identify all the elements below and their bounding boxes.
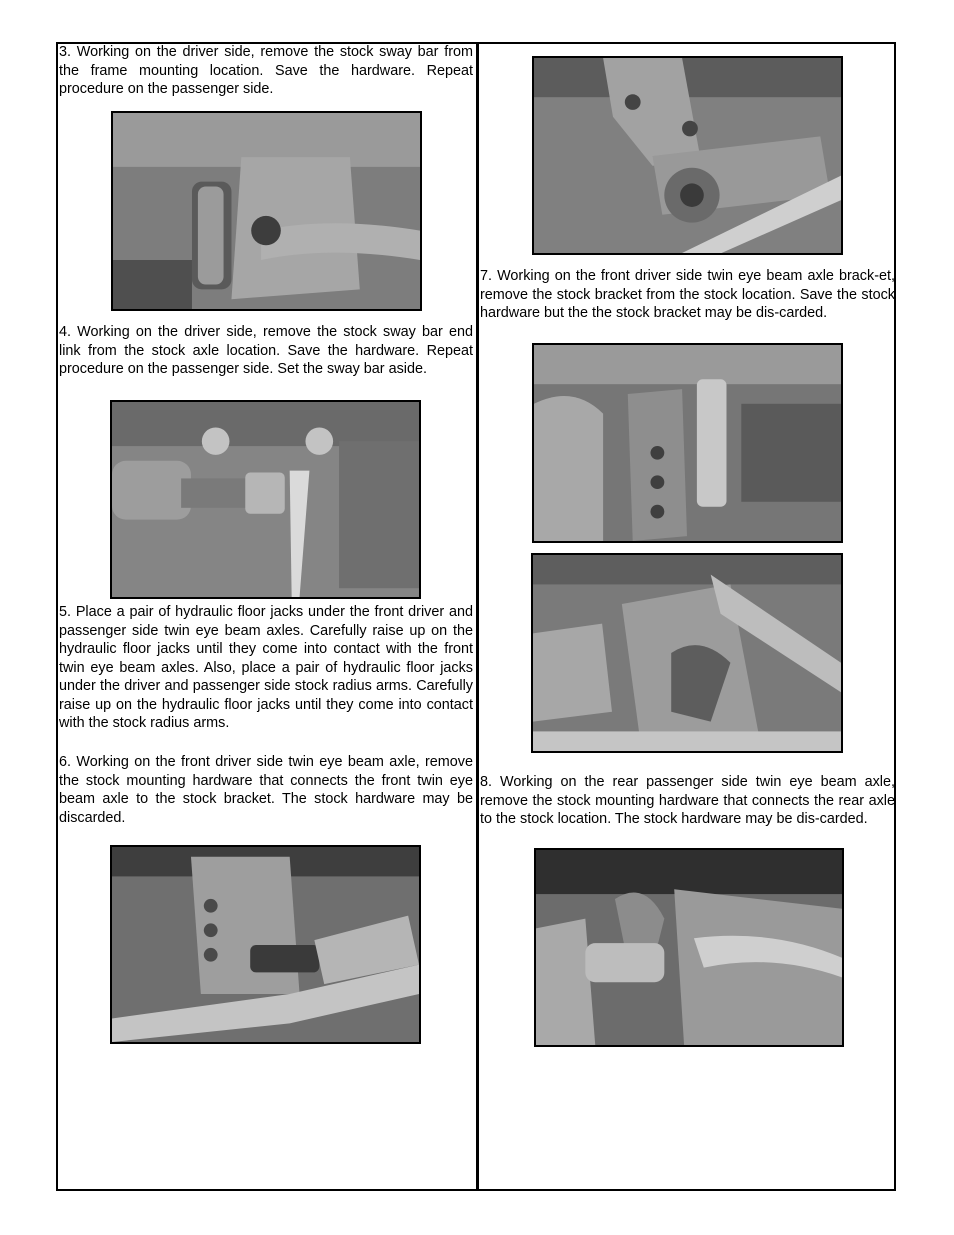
step-3-text: 3. Working on the driver side, remove the stock sway bar from the frame mounting location. Save the hardware. Repeat procedure on the passenger side.: [59, 44, 473, 97]
step-7-text: 7. Working on the front driver side twin eye beam axle brack-et, remove the stock bracket from the stock location. Save the stock hardware but the the stock bracket may be dis-carded.: [480, 268, 895, 321]
step-8-text: 8. Working on the rear passenger side twin eye beam axle, remove the stock mounting hardware that connects the rear axle to the stock location. The stock hardware may be dis-carded.: [480, 774, 895, 827]
step-4-text: 4. Working on the driver side, remove the stock sway bar end link from the stock axle location. Save the hardware. Repeat procedure on the passenger side. Set the sway bar aside.: [59, 324, 473, 377]
step-5-text: 5. Place a pair of hydraulic floor jacks under the front driver and passenger side twin eye beam axles. Carefully raise up on the hydraulic floor jacks until they come into contact with the front twin eye beam axles. Also, place a pair of hydraulic floor jacks under the driver and passenger side stock radius arms. Carefully raise up on the hydraulic floor jacks until they come into contact with the stock radius arms.: [59, 604, 473, 731]
photo-sway-bar-end-link: [110, 400, 421, 599]
photo-rear-axle-hardware: [534, 848, 844, 1047]
photo-sway-bar-frame-mount: [111, 111, 422, 311]
photo-axle-bracket-detail: [531, 553, 843, 753]
column-divider: [476, 42, 479, 1191]
step-6-text: 6. Working on the front driver side twin eye beam axle, remove the stock mounting hardware that connects the front twin eye beam axle to the stock bracket. The stock hardware may be discarded.: [59, 754, 473, 826]
photo-beam-axle-hardware: [110, 845, 421, 1044]
photo-beam-axle-pivot: [532, 56, 843, 255]
photo-axle-bracket-removal: [532, 343, 843, 543]
